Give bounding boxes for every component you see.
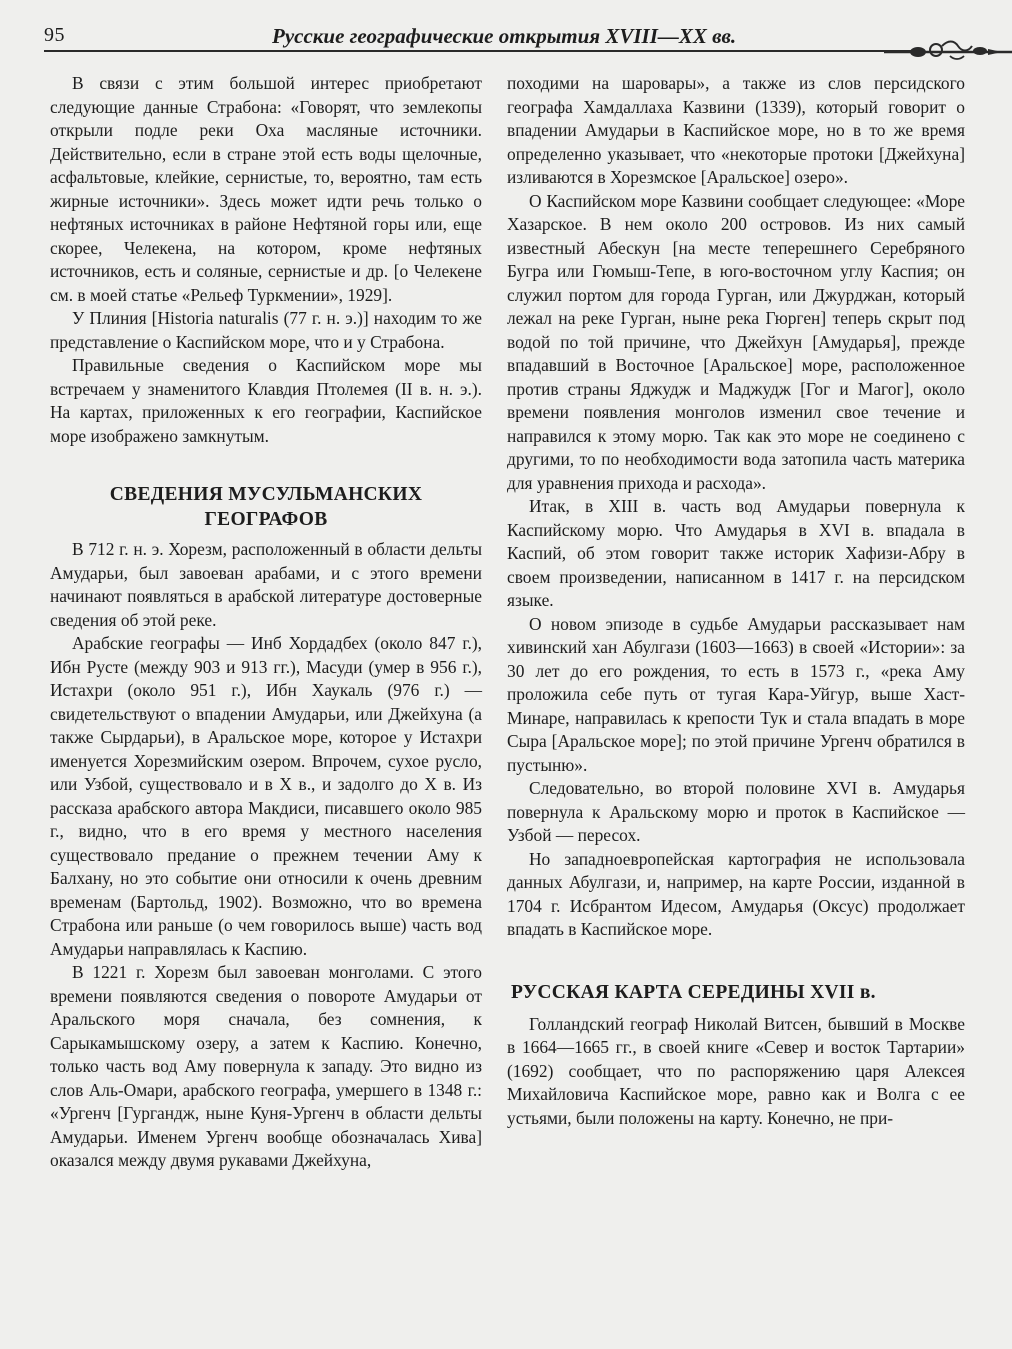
paragraph: Но западноевропейская картография не использовала данных Абулгази, и, например, на карте России, изданной в 1704 г. Исбрантом Идесом, Амударья (Оксус) продолжает впадать в Каспийское море. [507, 848, 965, 939]
paragraph: В 712 г. н. э. Хорезм, расположенный в области дельты Амударьи, был завоеван арабами, и с этого времени начинают появляться в арабской литературе достоверные сведения об этой реке. [50, 539, 482, 630]
paragraph: О Каспийском море Казвини сообщает следующее: «Море Хазарское. В нем около 200 островов. Из них самый известный Абескун [на месте теперешнего Серебряного Бугра или Гюмыш-Тепе, в юго-восточном углу Каспия; он служил портом для города Гурган, или Джурджан, который лежал на реке Гурган, ныне река Гюрген] теперь скрыт под водой по той причине, что Джейхун [Амударья], прежде впадавший в Восточное [Аральское] море, расположенное против страны Яджудж и Маджудж [Гог и Магог], около времени появления монголов изменил свое течение и направился к этому морю. Так как это море не соединено с другими, то по необходимости вода затопила часть материка для уравнения прихода и расхода». [507, 190, 965, 493]
header-rule [44, 50, 924, 52]
paragraph: Следовательно, во второй половине XVI в. Амударья повернула к Аральскому морю и проток в Каспийское — Узбой — пересох. [507, 778, 965, 845]
running-title: Русские географические открытия XVIII—XX вв. [272, 24, 737, 48]
paragraph: Правильные сведения о Каспийском море мы встречаем у знаменитого Клавдия Птолемея (II в. н. э.). На картах, приложенных к его географии, Каспийское море изображено замкнутым. [50, 355, 482, 446]
heading-line: ГЕОГРАФОВ [204, 509, 328, 530]
paragraph: В связи с этим большой интерес приобретают следующие данные Страбона: «Говорят, что землекопы открыли подле реки Оха масляные источники. Действительно, если в стране этой есть воды щелочные, асфальтовые, клейкие, сернистые, то, вероятно, там есть жирные источники». Здесь может идти речь только о нефтяных источниках в районе Нефтяной горы или, еще скорее, Челекена, на котором, кроме нефтяных источников, есть и соляные, сернистые и др. [о Челекене см. в моей статье «Рельеф Туркмении», 1929]. [50, 73, 482, 305]
heading-line: СВЕДЕНИЯ МУСУЛЬМАНСКИХ [109, 484, 423, 505]
section-heading-russian-map: РУССКАЯ КАРТА СЕРЕДИНЫ XVII в. [511, 981, 876, 1003]
section-heading-muslim-geographers [50, 482, 482, 532]
paragraph: О новом эпизоде в судьбе Амударьи рассказывает нам хивинский хан Абулгази (1603—1663) в своей «Истории»: за 30 лет до его рождения, то есть в 1573 г., «река Аму проложила себе путь от тугая Кара-Уйгур, выше Хаст-Минаре, направилась к крепости Тук и стала впадать в море Сыра [Аральское море]; по этой причине Ургенч обратился в пустыню». [507, 613, 965, 775]
paragraph: В 1221 г. Хорезм был завоеван монголами. С этого времени появляются сведения о повороте Амударьи от Аральского моря сначала, без сомнения, к Сарыкамышскому озеру, а затем к Каспию. Конечно, только часть вод Аму повернула к западу. Это видно из слов Аль-Омари, арабского географа, умершего в 1348 г.: «Ургенч [Гургандж, ныне Куня-Ургенч в области дельты Амударьи. Именем Ургенч вообще обозначалась Хива] оказался между двумя рукавами Джейхуна, [50, 962, 482, 1170]
ornament-icon [884, 38, 1012, 62]
paragraph: Итак, в XIII в. часть вод Амударьи повернула к Каспийскому морю. Что Амударья в XVI в. впадала в Каспий, об этом говорит также историк Хафизи-Абру в своем произведении, написанном в 1417 г. на персидском языке. [507, 496, 965, 610]
right-column [507, 72, 965, 1130]
paragraph: Голландский географ Николай Витсен, бывший в Москве в 1664—1665 гг., в своей книге «Север и восток Тартарии» (1692) сообщает, что по распоряжению царя Алексея Михайловича Каспийское море, равно как и Волга с ее устьями, были положены на карту. Конечно, не при- [507, 1013, 965, 1128]
left-column [50, 72, 482, 1173]
paragraph: Арабские географы — Инб Хордадбех (около 847 г.), Ибн Русте (между 903 и 913 гг.), Масуди (умер в 956 г.), Истахри (около 951 г.), Ибн Хаукаль (976 г.) — свидетельствуют о впадении Амударьи, или Джейхуна (а также Сырдарьи), в Аральское море, которое у Истахри именуется Хорезмийским озером. Впрочем, сухое русло, или Узбой, существовало и в X в., и задолго до X в. Из рассказа арабского автора Макдиси, писавшего около 985 г., видно, что в его время у местного населения существовало предание о прежнем течении Аму к Балхану, но это событие они относили к очень древним временам (Бартольд, 1902). Возможно, что во времена Страбона или раньше (о чем говорилось выше) часть вод Амударьи направлялась к Каспию. [50, 633, 482, 959]
paragraph-continued: походими на шаровары», а также из слов персидского географа Хамдаллаха Казвини (1339), который говорит о впадении Амударьи в Каспийское море, но в то же время определенно указывает, что «некоторые протоки [Джейхуна] изливаются в Хорезмское [Аральское] озеро». [507, 73, 965, 187]
paragraph: У Плиния [Historia naturalis (77 г. н. э.)] находим то же представление о Каспийском море, что и у Страбона. [50, 308, 482, 352]
page-header [44, 22, 964, 54]
page-number: 95 [44, 24, 65, 46]
